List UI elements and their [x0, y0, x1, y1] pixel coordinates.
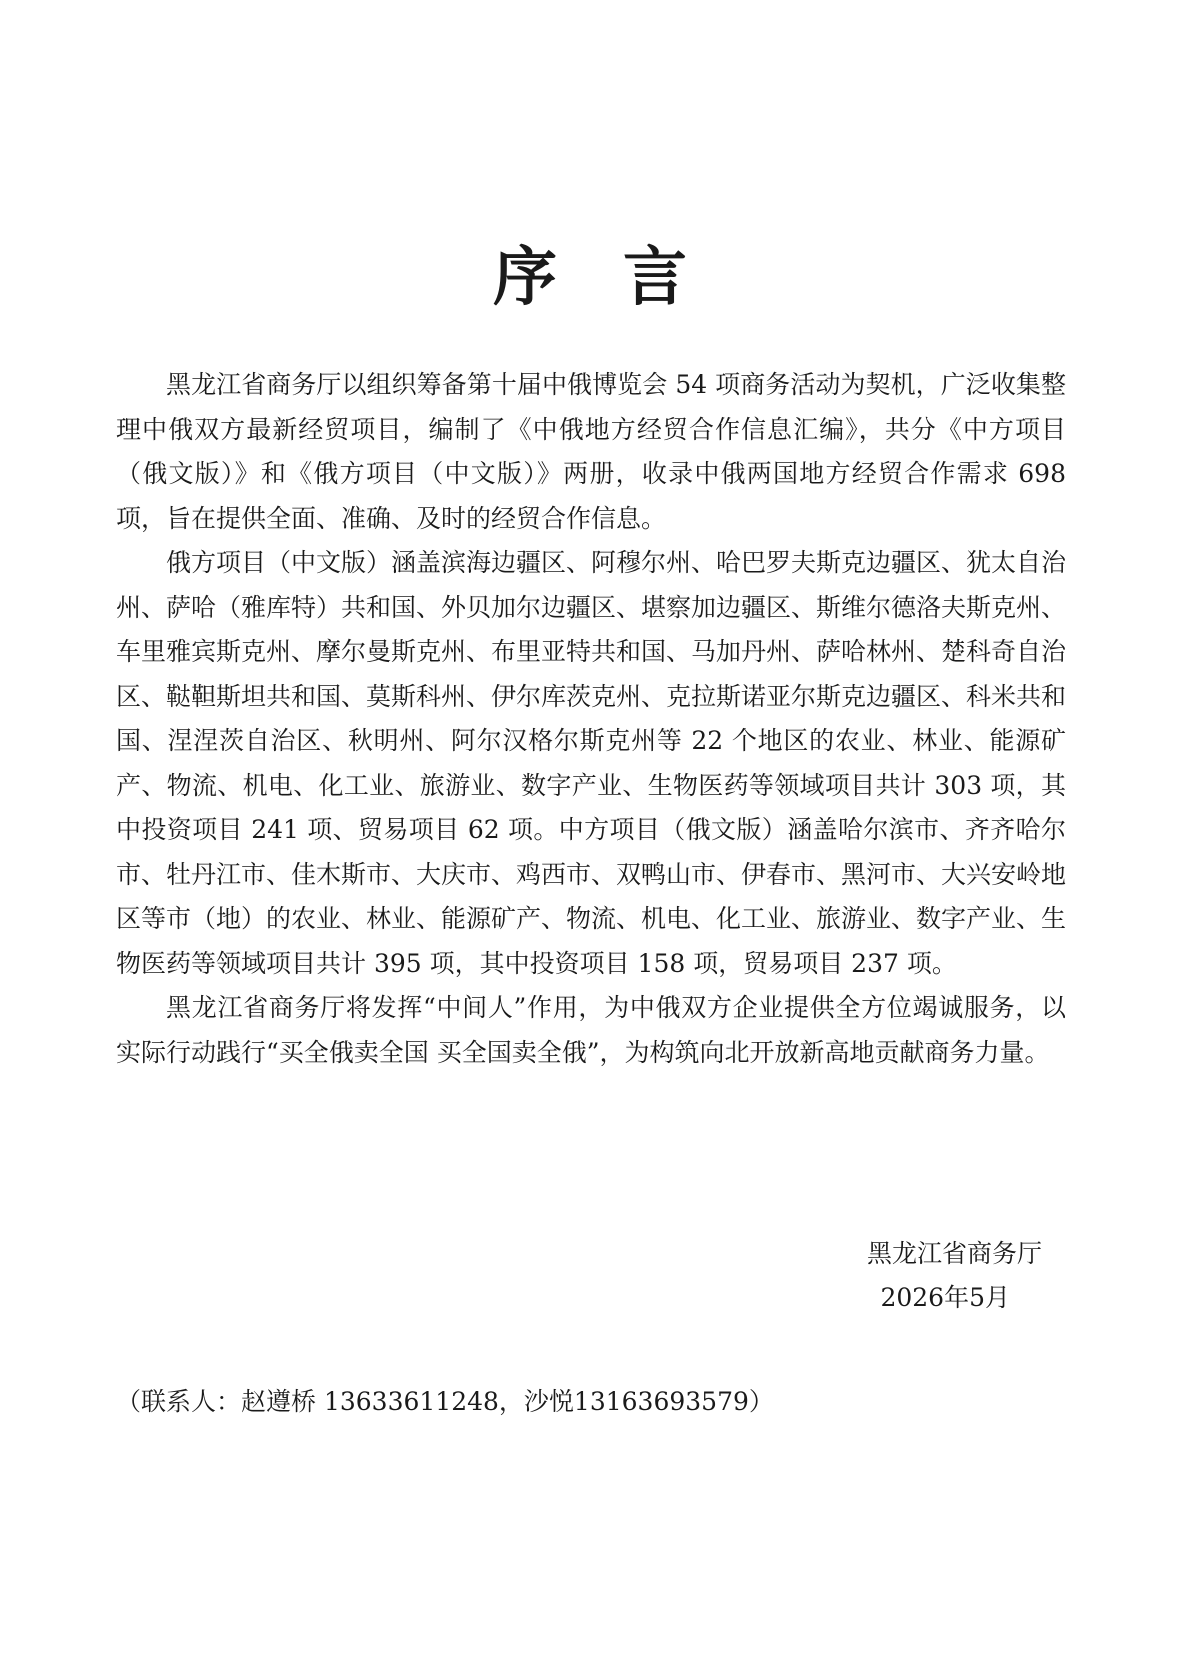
title-char-1: 序: [493, 240, 559, 315]
paragraph-3: 黑龙江省商务厅将发挥“中间人”作用，为中俄双方企业提供全方位竭诚服务，以实际行动践行“买全俄卖全国 买全国卖全俄”，为构筑向北开放新高地贡献商务力量。: [116, 993, 1066, 1067]
signature-organization: 黑龙江省商务厅: [866, 1239, 1042, 1268]
preface-body: [116, 363, 1066, 1075]
signature-date: 2026年5月: [880, 1283, 1010, 1312]
signature-block: [700, 1232, 1042, 1320]
paragraph-1: 黑龙江省商务厅以组织筹备第十届中俄博览会 54 项商务活动为契机，广泛收集整理中俄双方最新经贸项目，编制了《中俄地方经贸合作信息汇编》，共分《中方项目（俄文版）》和《俄方项目（中文版）》两册，收录中俄两国地方经贸合作需求 698 项，旨在提供全面、准确、及时的经贸合作信息。: [116, 370, 1066, 533]
page-title: [0, 238, 1182, 318]
paragraph-2: 俄方项目（中文版）涵盖滨海边疆区、阿穆尔州、哈巴罗夫斯克边疆区、犹太自治州、萨哈（雅库特）共和国、外贝加尔边疆区、堪察加边疆区、斯维尔德洛夫斯克州、车里雅宾斯克州、摩尔曼斯克州、布里亚特共和国、马加丹州、萨哈林州、楚科奇自治区、鞑靼斯坦共和国、莫斯科州、伊尔库茨克州、克拉斯诺亚尔斯克边疆区、科米共和国、涅涅茨自治区、秋明州、阿尔汉格尔斯克州等 22 个地区的农业、林业、能源矿产、物流、机电、化工业、旅游业、数字产业、生物医药等领域项目共计 303 项，其中投资项目 241 项、贸易项目 62 项。中方项目（俄文版）涵盖哈尔滨市、齐齐哈尔市、牡丹江市、佳木斯市、大庆市、鸡西市、双鸭山市、伊春市、黑河市、大兴安岭地区等市（地）的农业、林业、能源矿产、物流、机电、化工业、旅游业、数字产业、生物医药等领域项目共计 395 项，其中投资项目 158 项，贸易项目 237 项。: [116, 548, 1067, 978]
title-char-2: 言: [623, 240, 689, 315]
contact-info: （联系人：赵遵桥 13633611248，沙悦13163693579）: [116, 1387, 774, 1416]
